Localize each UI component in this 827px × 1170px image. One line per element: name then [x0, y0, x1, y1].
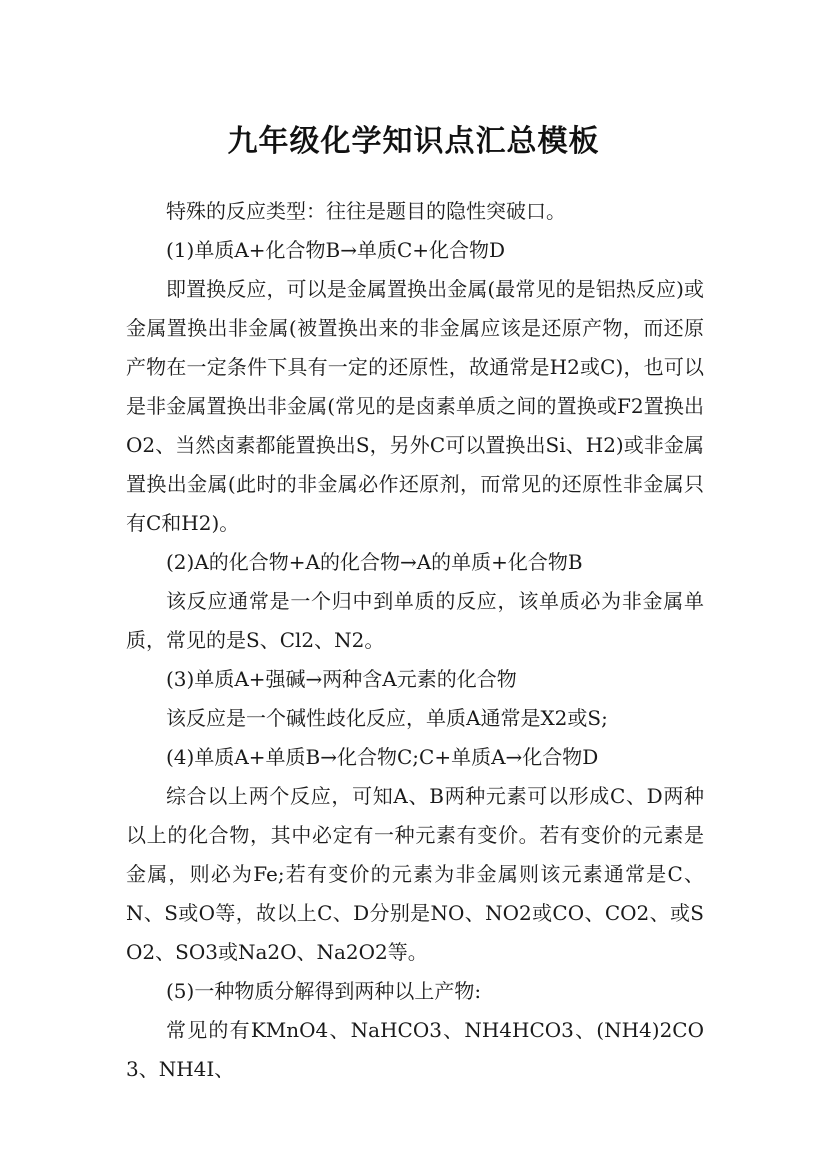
document-body: [126, 192, 704, 1089]
paragraph-intro: 特殊的反应类型：往往是题目的隐性突破口。: [166, 199, 566, 223]
paragraph-type-1-heading: (1)单质A+化合物B→单质C+化合物D: [166, 238, 506, 262]
paragraph-type-3-heading: (3)单质A+强碱→两种含A元素的化合物: [166, 667, 517, 691]
paragraph-type-1-body: 即置换反应，可以是金属置换出金属(最常见的是铝热反应)或金属置换出非金属(被置换出来的非金属应该是还原产物，而还原产物在一定条件下具有一定的还原性，故通常是H2或C)，也可以是非金属置换出非金属(常见的是卤素单质之间的置换或F2置换出O2、当然卤素都能置换出S，另外C可以置换出Si、H2)或非金属置换出金属(此时的非金属必作还原剂，而常见的还原性非金属只有C和H2)。: [126, 277, 704, 535]
document-title: 九年级化学知识点汇总模板: [227, 124, 600, 160]
paragraph-type-2-heading: (2)A的化合物+A的化合物→A的单质+化合物B: [166, 550, 583, 574]
paragraph-type-4-body: 综合以上两个反应，可知A、B两种元素可以形成C、D两种以上的化合物，其中必定有一种元素有变价。若有变价的元素是金属，则必为Fe;若有变价的元素为非金属则该元素通常是C、N、S或O等，故以上C、D分别是NO、NO2或CO、CO2、或SO2、SO3或Na2O、Na2O2等。: [126, 784, 704, 964]
paragraph-type-4-heading: (4)单质A+单质B→化合物C;C+单质A→化合物D: [166, 745, 599, 769]
paragraph-type-3-body: 该反应是一个碱性歧化反应，单质A通常是X2或S;: [166, 706, 608, 730]
paragraph-type-5-body: 常见的有KMnO4、NaHCO3、NH4HCO3、(NH4)2CO3、NH4I、: [126, 1018, 704, 1081]
paragraph-type-5-heading: (5)一种物质分解得到两种以上产物:: [166, 979, 482, 1003]
paragraph-type-2-body: 该反应通常是一个归中到单质的反应，该单质必为非金属单质，常见的是S、Cl2、N2。: [126, 589, 704, 652]
